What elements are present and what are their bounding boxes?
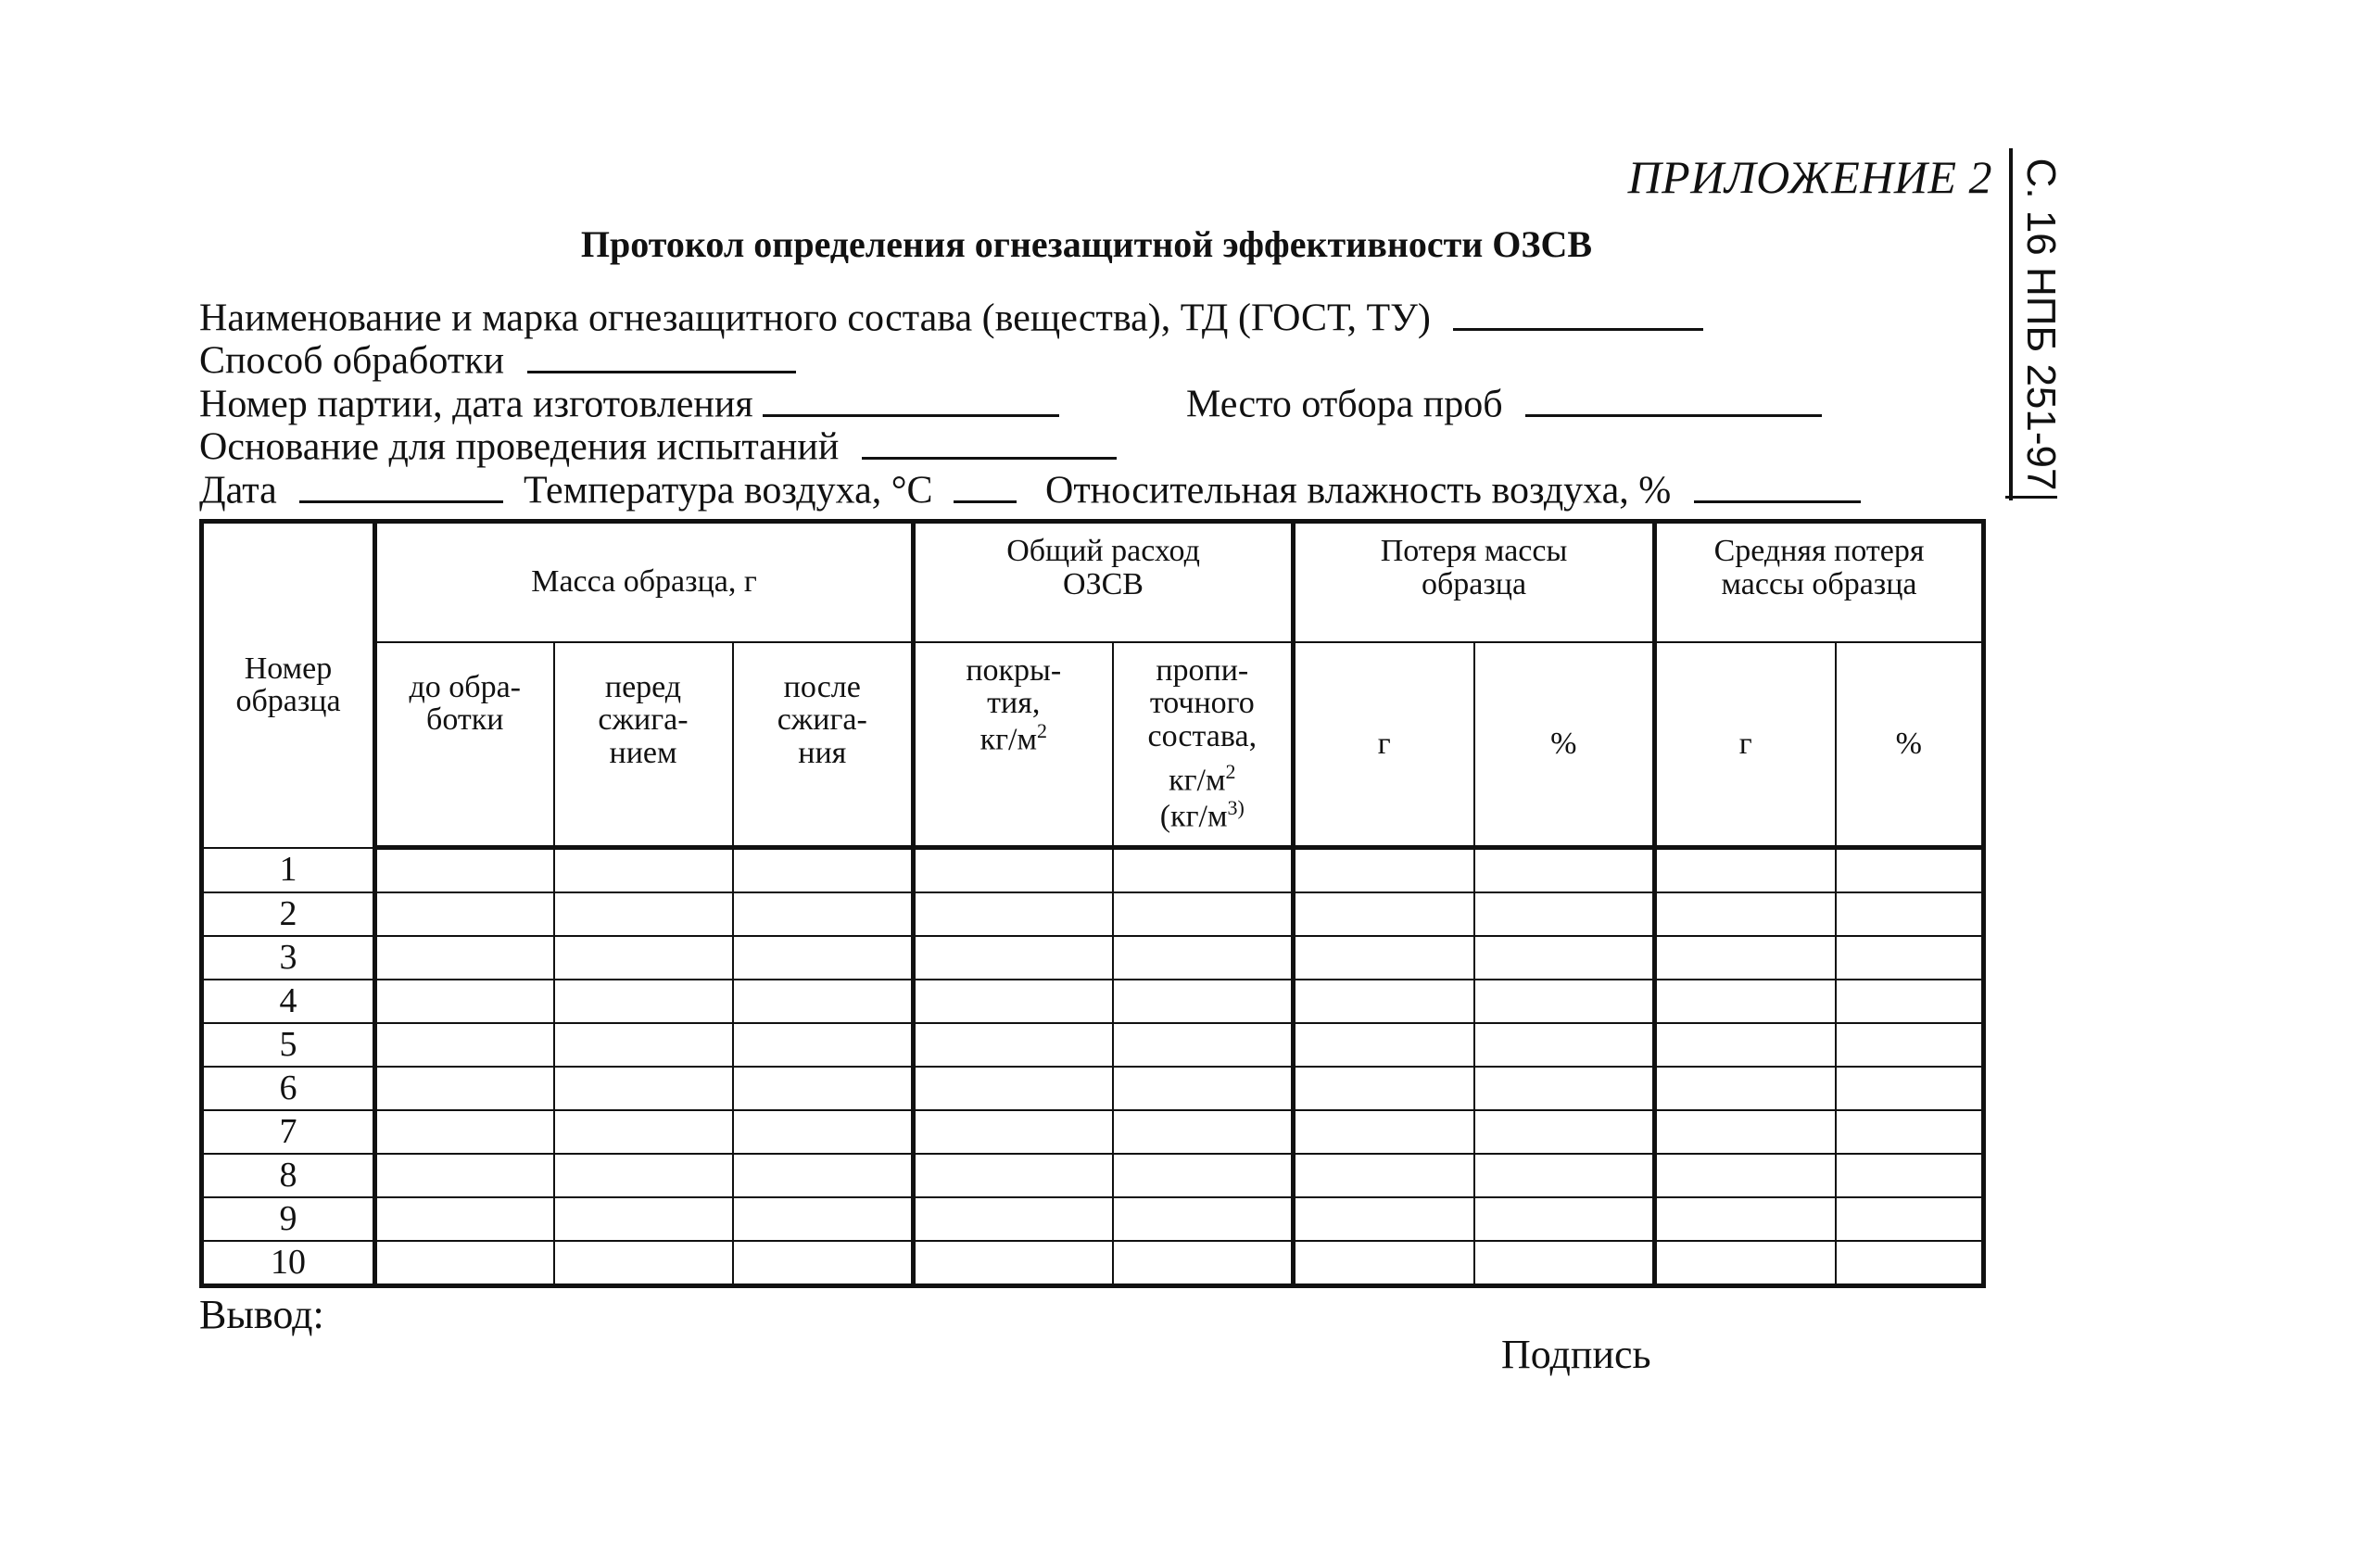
table-cell[interactable] <box>1474 936 1655 980</box>
appendix-label: ПРИЛОЖЕНИЕ 2 <box>1627 151 1992 203</box>
table-cell[interactable] <box>375 848 554 893</box>
table-row <box>202 892 1984 936</box>
field-air-temperature <box>524 467 1017 511</box>
table-cell[interactable] <box>1294 848 1474 893</box>
table-cell[interactable] <box>1474 892 1655 936</box>
field-relative-humidity <box>1045 467 1861 511</box>
row-number-cell: 5 <box>202 1023 375 1067</box>
header-after-burning: после сжига- ния <box>733 642 914 848</box>
table-cell[interactable] <box>1113 892 1294 936</box>
header-coating: покры- тия, $кг/м^2$ <box>914 642 1113 848</box>
table-cell[interactable] <box>1655 1023 1836 1067</box>
table-row <box>202 1023 1984 1067</box>
table-cell[interactable] <box>733 1197 914 1241</box>
field-composition-name-label: Наименование и марка огнезащитного состава (вещества), ТД (ГОСТ, ТУ) <box>199 297 1431 340</box>
table-cell[interactable] <box>1836 1197 1984 1241</box>
table-cell[interactable] <box>733 1067 914 1110</box>
table-cell[interactable] <box>1113 1110 1294 1154</box>
table-body <box>202 848 1984 1286</box>
field-relative-humidity-label: Относительная влажность воздуха, % <box>1045 469 1672 512</box>
table-row <box>202 936 1984 980</box>
table-cell[interactable] <box>1113 1023 1294 1067</box>
field-composition-name-blank[interactable] <box>1453 295 1703 331</box>
field-composition-name <box>199 295 1703 338</box>
table-row <box>202 980 1984 1023</box>
table-cell[interactable] <box>375 1154 554 1197</box>
table-cell[interactable] <box>1474 848 1655 893</box>
header-avg-loss-percent: % <box>1836 642 1984 848</box>
field-treatment-method-blank[interactable] <box>527 337 796 373</box>
table-cell[interactable] <box>1113 1241 1294 1286</box>
table-cell[interactable] <box>1294 1154 1474 1197</box>
header-sample-number: Номер образца <box>202 522 375 848</box>
conclusion-label: Вывод: <box>199 1292 324 1337</box>
table-cell[interactable] <box>1294 892 1474 936</box>
table-cell[interactable] <box>1836 936 1984 980</box>
table-cell[interactable] <box>554 1023 733 1067</box>
field-batch-number <box>199 381 1059 424</box>
table-cell[interactable] <box>1655 936 1836 980</box>
table-cell[interactable] <box>914 1241 1113 1286</box>
table-cell[interactable] <box>1655 892 1836 936</box>
table-cell[interactable] <box>1474 1023 1655 1067</box>
table-cell[interactable] <box>1474 1154 1655 1197</box>
table-cell[interactable] <box>554 1067 733 1110</box>
table-cell[interactable] <box>1474 980 1655 1023</box>
table-cell[interactable] <box>554 848 733 893</box>
table-row <box>202 1110 1984 1154</box>
table-cell[interactable] <box>1836 1241 1984 1286</box>
side-code-underline <box>2005 496 2057 499</box>
table-cell[interactable] <box>554 1197 733 1241</box>
field-test-basis <box>199 424 1117 467</box>
field-date-blank[interactable] <box>299 467 503 503</box>
table-cell[interactable] <box>375 892 554 936</box>
table-cell[interactable] <box>375 1023 554 1067</box>
row-number-cell: 9 <box>202 1197 375 1241</box>
row-number-cell: 8 <box>202 1154 375 1197</box>
header-sample-mass: Масса образца, г <box>375 522 914 642</box>
header-mass-loss: Потеря массы образца <box>1294 522 1655 642</box>
table-cell[interactable] <box>554 936 733 980</box>
table-cell[interactable] <box>1655 848 1836 893</box>
side-page-code-text: С. 16 НПБ 251-97 <box>2018 158 2064 491</box>
table-cell[interactable] <box>733 936 914 980</box>
table-cell[interactable] <box>1836 848 1984 893</box>
field-sampling-place-label: Место отбора проб <box>1186 383 1503 426</box>
table-cell[interactable] <box>1294 1067 1474 1110</box>
table-cell[interactable] <box>1294 1110 1474 1154</box>
row-number-cell: 2 <box>202 892 375 936</box>
table-cell[interactable] <box>733 1110 914 1154</box>
field-sampling-place-blank[interactable] <box>1525 381 1822 417</box>
table-cell[interactable] <box>375 1197 554 1241</box>
table-cell[interactable] <box>554 1110 733 1154</box>
header-average-mass-loss: Средняя потеря массы образца <box>1655 522 1984 642</box>
row-number-cell: 3 <box>202 936 375 980</box>
table-cell[interactable] <box>914 936 1113 980</box>
table-cell[interactable] <box>1294 1023 1474 1067</box>
table-cell[interactable] <box>1113 980 1294 1023</box>
table-cell[interactable] <box>733 1023 914 1067</box>
side-page-code <box>2009 148 2068 500</box>
table-cell[interactable] <box>375 936 554 980</box>
protocol-title: Протокол определения огнезащитной эффективности ОЗСВ <box>580 223 1593 265</box>
field-date-label: Дата <box>199 469 277 512</box>
table-cell[interactable] <box>914 892 1113 936</box>
field-test-basis-blank[interactable] <box>862 424 1117 460</box>
table-cell[interactable] <box>1113 1154 1294 1197</box>
table-cell[interactable] <box>914 1154 1113 1197</box>
table-row <box>202 1241 1984 1286</box>
table-cell[interactable] <box>554 892 733 936</box>
field-relative-humidity-blank[interactable] <box>1694 467 1861 503</box>
table-cell[interactable] <box>1836 1067 1984 1110</box>
table-cell[interactable] <box>1836 1110 1984 1154</box>
header-before-burning: перед сжига- нием <box>554 642 733 848</box>
table-cell[interactable] <box>733 1241 914 1286</box>
table-cell[interactable] <box>1655 1241 1836 1286</box>
table-row <box>202 1067 1984 1110</box>
table-cell[interactable] <box>554 980 733 1023</box>
field-air-temperature-label: Температура воздуха, °С <box>524 469 933 512</box>
header-total-consumption: Общий расход ОЗСВ <box>914 522 1294 642</box>
table-cell[interactable] <box>1474 1241 1655 1286</box>
field-sampling-place <box>1186 381 1822 424</box>
table-cell[interactable] <box>554 1154 733 1197</box>
table-cell[interactable] <box>914 848 1113 893</box>
table-cell[interactable] <box>914 1023 1113 1067</box>
table-cell[interactable] <box>733 892 914 936</box>
table-cell[interactable] <box>1836 1023 1984 1067</box>
table-cell[interactable] <box>1655 1067 1836 1110</box>
table-cell[interactable] <box>733 848 914 893</box>
row-number-cell: 10 <box>202 1241 375 1286</box>
table-cell[interactable] <box>1294 1197 1474 1241</box>
header-avg-loss-grams: г <box>1655 642 1836 848</box>
table-cell[interactable] <box>554 1241 733 1286</box>
signature-label: Подпись <box>1501 1332 1651 1377</box>
table-row <box>202 1197 1984 1241</box>
table-cell[interactable] <box>1113 1197 1294 1241</box>
field-treatment-method-label: Способ обработки <box>199 339 505 383</box>
table-cell[interactable] <box>375 1110 554 1154</box>
header-loss-grams: г <box>1294 642 1474 848</box>
table-cell[interactable] <box>1655 1110 1836 1154</box>
table-cell[interactable] <box>1474 1197 1655 1241</box>
field-date <box>199 467 503 511</box>
table-cell[interactable] <box>375 1241 554 1286</box>
table-cell[interactable] <box>733 980 914 1023</box>
table-cell[interactable] <box>1655 980 1836 1023</box>
table-row <box>202 848 1984 893</box>
table-cell[interactable] <box>375 1067 554 1110</box>
table-cell[interactable] <box>914 1067 1113 1110</box>
table-row <box>202 1154 1984 1197</box>
table-cell[interactable] <box>375 980 554 1023</box>
table-cell[interactable] <box>1836 892 1984 936</box>
field-batch-number-label: Номер партии, дата изготовления <box>199 383 753 426</box>
field-test-basis-label: Основание для проведения испытаний <box>199 425 840 469</box>
field-air-temperature-blank[interactable] <box>954 467 1017 503</box>
table-cell[interactable] <box>1294 980 1474 1023</box>
table-cell[interactable] <box>1836 1154 1984 1197</box>
table-cell[interactable] <box>1474 1067 1655 1110</box>
protocol-table <box>199 519 1986 1288</box>
table-cell[interactable] <box>1474 1110 1655 1154</box>
field-batch-number-blank[interactable] <box>763 381 1059 417</box>
table-cell[interactable] <box>914 1110 1113 1154</box>
table-cell[interactable] <box>914 1197 1113 1241</box>
table-cell[interactable] <box>1294 936 1474 980</box>
row-number-cell: 1 <box>202 848 375 893</box>
table-cell[interactable] <box>1294 1241 1474 1286</box>
row-number-cell: 7 <box>202 1110 375 1154</box>
table-cell[interactable] <box>1655 1197 1836 1241</box>
row-number-cell: 6 <box>202 1067 375 1110</box>
header-before-treatment: до обра- ботки <box>375 642 554 848</box>
table-cell[interactable] <box>1655 1154 1836 1197</box>
table-cell[interactable] <box>1836 980 1984 1023</box>
header-impregnating: пропи- точного состава, $кг/м^2$ ($кг/м^{3)}$ <box>1113 642 1294 848</box>
table-cell[interactable] <box>1113 936 1294 980</box>
table-cell[interactable] <box>733 1154 914 1197</box>
table-cell[interactable] <box>1113 1067 1294 1110</box>
header-loss-percent: % <box>1474 642 1655 848</box>
table-cell[interactable] <box>914 980 1113 1023</box>
row-number-cell: 4 <box>202 980 375 1023</box>
table-cell[interactable] <box>1113 848 1294 893</box>
field-treatment-method <box>199 337 796 381</box>
